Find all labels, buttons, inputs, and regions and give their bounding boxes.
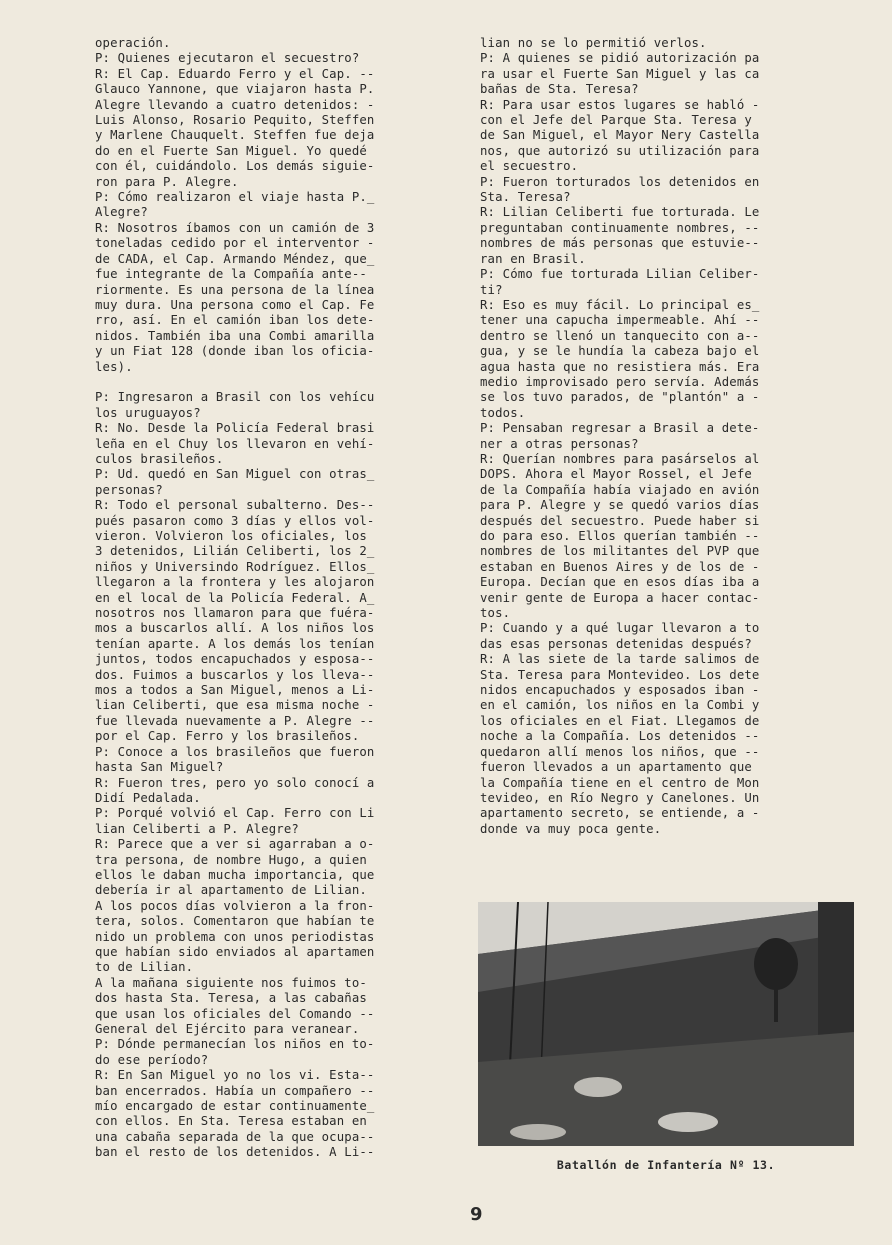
text-line: todos.: [480, 405, 526, 420]
text-line: noche a la Compañía. Los detenidos --: [480, 729, 760, 744]
text-line: A los pocos días volvieron a la fron-: [95, 898, 375, 913]
text-line: donde va muy poca gente.: [480, 821, 662, 836]
text-line: tra persona, de nombre Hugo, a quien: [95, 852, 367, 867]
text-line: P: Ud. quedó en San Miguel con otras_: [95, 467, 375, 482]
text-line: preguntaban continuamente nombres, --: [480, 220, 760, 235]
text-line: do en el Fuerte San Miguel. Yo quedé: [95, 143, 367, 158]
text-line: que habían sido enviados al apartamen: [95, 944, 375, 959]
text-line: ti?: [480, 282, 503, 297]
text-line: DOPS. Ahora el Mayor Rossel, el Jefe: [480, 467, 752, 482]
text-line: con ellos. En Sta. Teresa estaban en: [95, 1114, 367, 1129]
text-line: pués pasaron como 3 días y ellos vol-: [95, 513, 375, 528]
text-line: Sta. Teresa para Montevideo. Los dete: [480, 667, 760, 682]
text-line: lian Celiberti a P. Alegre?: [95, 821, 299, 836]
text-line: 3 detenidos, Lilián Celiberti, los 2_: [95, 544, 375, 559]
text-line: P: Cómo realizaron el viaje hasta P._: [95, 190, 375, 205]
text-line: les).: [95, 359, 133, 374]
text-line: Sta. Teresa?: [480, 190, 571, 205]
text-line: nosotros nos llamaron para que fuéra-: [95, 606, 375, 621]
text-line: bañas de Sta. Teresa?: [480, 82, 639, 97]
text-line: R: Querían nombres para pasárselos al: [480, 451, 760, 466]
text-line: P: Conoce a los brasileños que fueron: [95, 744, 375, 759]
text-line: P: Ingresaron a Brasil con los vehícu: [95, 390, 375, 405]
text-line: General del Ejército para veranear.: [95, 1022, 360, 1036]
text-line: ban encerrados. Había un compañero --: [95, 1083, 375, 1098]
text-line: P: Quienes ejecutaron el secuestro?: [95, 51, 360, 66]
text-line: R: Nosotros íbamos con un camión de 3: [95, 220, 375, 235]
text-line: leña en el Chuy los llevaron en vehí-: [95, 436, 375, 451]
text-line: das esas personas detenidas después?: [480, 636, 752, 651]
text-line: que usan los oficiales del Comando --: [95, 1006, 375, 1021]
text-line: rro, así. En el camión iban los dete-: [95, 313, 375, 328]
text-line: debería ir al apartamento de Lilian.: [95, 883, 367, 898]
text-line: estaban en Buenos Aires y de los de -: [480, 559, 760, 574]
text-line: Luis Alonso, Rosario Pequito, Steffen: [95, 113, 375, 128]
text-line: en el camión, los niños en la Combi y: [480, 698, 760, 713]
text-line: fueron llevados a un apartamento que: [480, 760, 752, 775]
text-line: Alegre llevando a cuatro detenidos: -: [95, 97, 375, 112]
battalion-photo: [478, 902, 854, 1146]
text-line: nidos. También iba una Combi amarilla: [95, 328, 375, 343]
text-line: medio improvisado pero servía. Además: [480, 374, 760, 389]
text-line: nombres de más personas que estuvie--: [480, 236, 760, 251]
text-line: el secuestro.: [480, 159, 579, 174]
text-line: P: Cómo fue torturada Lilian Celiber-: [480, 267, 760, 282]
text-line: ron para P. Alegre.: [95, 174, 239, 189]
text-line: se los tuvo parados, de "plantón" a -: [480, 390, 760, 405]
text-line: de la Compañía había viajado en avión: [480, 482, 760, 497]
text-line: juntos, todos encapuchados y esposa--: [95, 652, 375, 667]
text-line: P: Dónde permanecían los niños en to-: [95, 1037, 375, 1052]
right-text-column: [480, 36, 852, 837]
text-line: nombres de los militantes del PVP que: [480, 544, 760, 559]
text-line: apartamento secreto, se entiende, a -: [480, 806, 760, 821]
text-line: ran en Brasil.: [480, 251, 586, 266]
text-line: lian no se lo permitió verlos.: [480, 36, 707, 50]
text-line: nidos encapuchados y esposados iban -: [480, 683, 760, 698]
text-line: dentro se llenó un tanquecito con a--: [480, 328, 760, 343]
text-line: A la mañana siguiente nos fuimos to-: [95, 975, 367, 990]
text-line: ban el resto de los detenidos. A Li--: [95, 1145, 375, 1160]
text-line: fue llevada nuevamente a P. Alegre --: [95, 713, 375, 728]
text-line: R: A las siete de la tarde salimos de: [480, 652, 760, 667]
text-line: R: Parece que a ver si agarraban a o-: [95, 837, 375, 852]
text-line: tener una capucha impermeable. Ahí --: [480, 313, 760, 328]
text-line: fue integrante de la Compañía ante--: [95, 267, 367, 282]
text-line: to de Lilian.: [95, 960, 194, 975]
text-line: P: Pensaban regresar a Brasil a dete-: [480, 421, 760, 436]
text-line: de CADA, el Cap. Armando Méndez, que_: [95, 251, 375, 266]
text-line: R: Todo el personal subalterno. Des--: [95, 498, 375, 513]
text-line: dos hasta Sta. Teresa, a las cabañas: [95, 991, 367, 1006]
text-line: [95, 375, 470, 390]
text-line: una cabaña separada de la que ocupa--: [95, 1129, 375, 1144]
text-line: venir gente de Europa a hacer contac-: [480, 590, 760, 605]
text-line: vieron. Volvieron los oficiales, los: [95, 529, 367, 543]
text-line: P: A quienes se pidió autorización pa: [480, 51, 760, 66]
text-line: R: No. Desde la Policía Federal brasi: [95, 421, 375, 436]
text-line: ner a otras personas?: [480, 436, 639, 451]
text-line: nido un problema con unos periodistas: [95, 929, 375, 944]
text-line: mos a todos a San Miguel, menos a Li-: [95, 683, 375, 698]
text-line: tos.: [480, 606, 511, 621]
text-line: R: Fueron tres, pero yo solo conocí a: [95, 775, 375, 790]
text-line: Alegre?: [95, 205, 148, 220]
page-number: 9: [470, 1204, 483, 1225]
text-line: de San Miguel, el Mayor Nery Castella: [480, 128, 760, 143]
text-line: en el local de la Policía Federal. A_: [95, 590, 375, 605]
text-line: do ese período?: [95, 1052, 209, 1067]
photo-image: [478, 902, 854, 1146]
text-line: mos a buscarlos allí. A los niños los: [95, 621, 375, 636]
text-line: toneladas cedido por el interventor -: [95, 236, 375, 251]
text-line: nos, que autorizó su utilización para: [480, 143, 760, 158]
text-line: tevideo, en Río Negro y Canelones. Un: [480, 790, 760, 805]
text-line: los oficiales en el Fiat. Llegamos de: [480, 713, 760, 728]
text-line: Europa. Decían que en esos días iba a: [480, 575, 760, 590]
text-line: mío encargado de estar continuamente_: [95, 1099, 375, 1114]
text-line: P: Fueron torturados los detenidos en: [480, 174, 760, 189]
text-line: gua, y se le hundía la cabeza bajo el: [480, 344, 760, 359]
text-line: niños y Universindo Rodríguez. Ellos_: [95, 559, 375, 574]
left-text-column: [95, 36, 470, 1161]
text-line: ellos le daban mucha importancia, que: [95, 867, 375, 882]
text-line: muy dura. Una persona como el Cap. Fe: [95, 297, 375, 312]
text-line: la Compañía tiene en el centro de Mon: [480, 775, 760, 790]
text-line: con él, cuidándolo. Los demás siguie-: [95, 159, 375, 174]
text-line: do para eso. Ellos querían también --: [480, 529, 760, 543]
text-line: y Marlene Chauquelt. Steffen fue deja: [95, 128, 375, 143]
text-line: ra usar el Fuerte San Miguel y las ca: [480, 66, 760, 81]
text-line: tenían aparte. A los demás los tenían: [95, 636, 375, 651]
text-line: riormente. Es una persona de la línea: [95, 282, 375, 297]
text-line: por el Cap. Ferro y los brasileños.: [95, 729, 360, 744]
text-line: quedaron allí menos los niños, que --: [480, 744, 760, 759]
text-line: tera, solos. Comentaron que habían te: [95, 914, 375, 929]
text-line: llegaron a la frontera y les alojaron: [95, 575, 375, 590]
text-line: R: Para usar estos lugares se habló -: [480, 97, 760, 112]
text-line: y un Fiat 128 (donde iban los oficia-: [95, 344, 375, 359]
text-line: R: El Cap. Eduardo Ferro y el Cap. --: [95, 66, 375, 81]
text-line: P: Cuando y a qué lugar llevaron a to: [480, 621, 760, 636]
text-line: para P. Alegre y se quedó varios días: [480, 498, 760, 513]
text-line: agua hasta que no resistiera más. Era: [480, 359, 760, 374]
text-line: Glauco Yannone, que viajaron hasta P.: [95, 82, 375, 97]
text-line: operación.: [95, 36, 171, 50]
text-line: P: Porqué volvió el Cap. Ferro con Li: [95, 806, 375, 821]
text-line: hasta San Miguel?: [95, 760, 224, 775]
text-line: R: En San Miguel yo no los vi. Esta--: [95, 1068, 375, 1083]
text-line: con el Jefe del Parque Sta. Teresa y: [480, 113, 752, 128]
photo-caption: Batallón de Infantería Nº 13.: [556, 1158, 776, 1172]
text-line: R: Eso es muy fácil. Lo principal es_: [480, 297, 760, 312]
text-line: los uruguayos?: [95, 405, 201, 420]
text-line: después del secuestro. Puede haber si: [480, 513, 760, 528]
text-line: culos brasileños.: [95, 451, 224, 466]
text-line: lian Celiberti, que esa misma noche -: [95, 698, 375, 713]
text-line: R: Lilian Celiberti fue torturada. Le: [480, 205, 760, 220]
text-line: dos. Fuimos a buscarlos y los lleva--: [95, 667, 375, 682]
text-line: Didí Pedalada.: [95, 790, 201, 805]
text-line: personas?: [95, 482, 163, 497]
